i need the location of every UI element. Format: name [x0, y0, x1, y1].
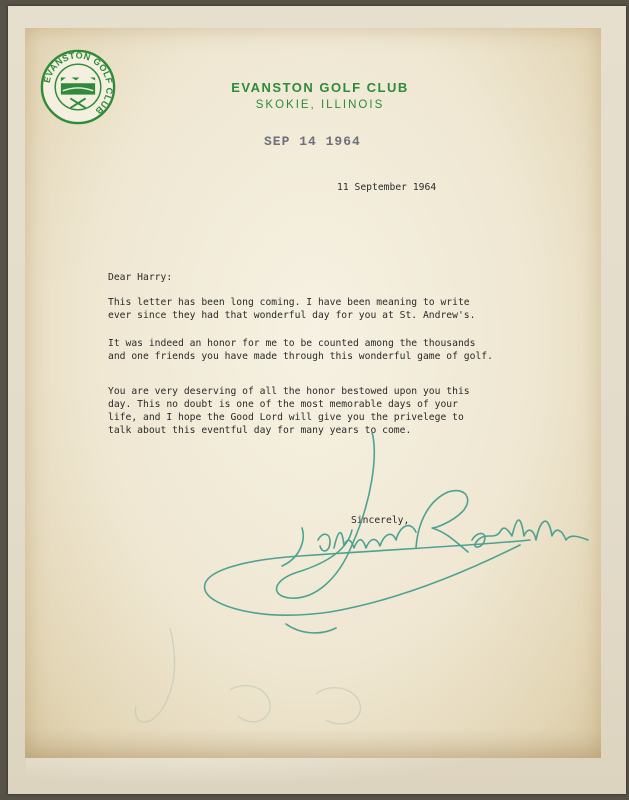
paragraph-line: ever since they had that wonderful day for you at St. Andrew's.: [108, 310, 476, 321]
paragraph-line: day. This no doubt is one of the most memorable days of your: [108, 399, 458, 410]
club-name: EVANSTON GOLF CLUB: [231, 80, 409, 95]
club-location: SKOKIE, ILLINOIS: [255, 99, 385, 111]
paragraph-line: You are very deserving of all the honor bestowed upon you this: [108, 386, 470, 397]
received-date-stamp: SEP 14 1964: [264, 134, 361, 149]
seal-text: EVANSTON GOLF CLUB: [41, 50, 115, 117]
paragraph-line: life, and I hope the Good Lord will give you the privelege to: [108, 412, 464, 423]
letter-date: 11 September 1964: [337, 182, 437, 193]
paragraph-2: [108, 337, 578, 363]
paragraph-line: It was indeed an honor for me to be counted among the thousands: [108, 338, 476, 349]
paragraph-line: talk about this eventful day for many years to come.: [108, 425, 412, 436]
paragraph-line: and one friends you have made through this wonderful game of golf.: [108, 351, 493, 362]
paragraph-3: [108, 385, 578, 437]
golf-club-seal-icon: [40, 49, 116, 125]
salutation: Dear Harry:: [108, 272, 173, 283]
paragraph-line: This letter has been long coming. I have been meaning to write: [108, 297, 470, 308]
paragraph-1: [108, 296, 578, 322]
closing: Sincerely,: [351, 515, 410, 526]
